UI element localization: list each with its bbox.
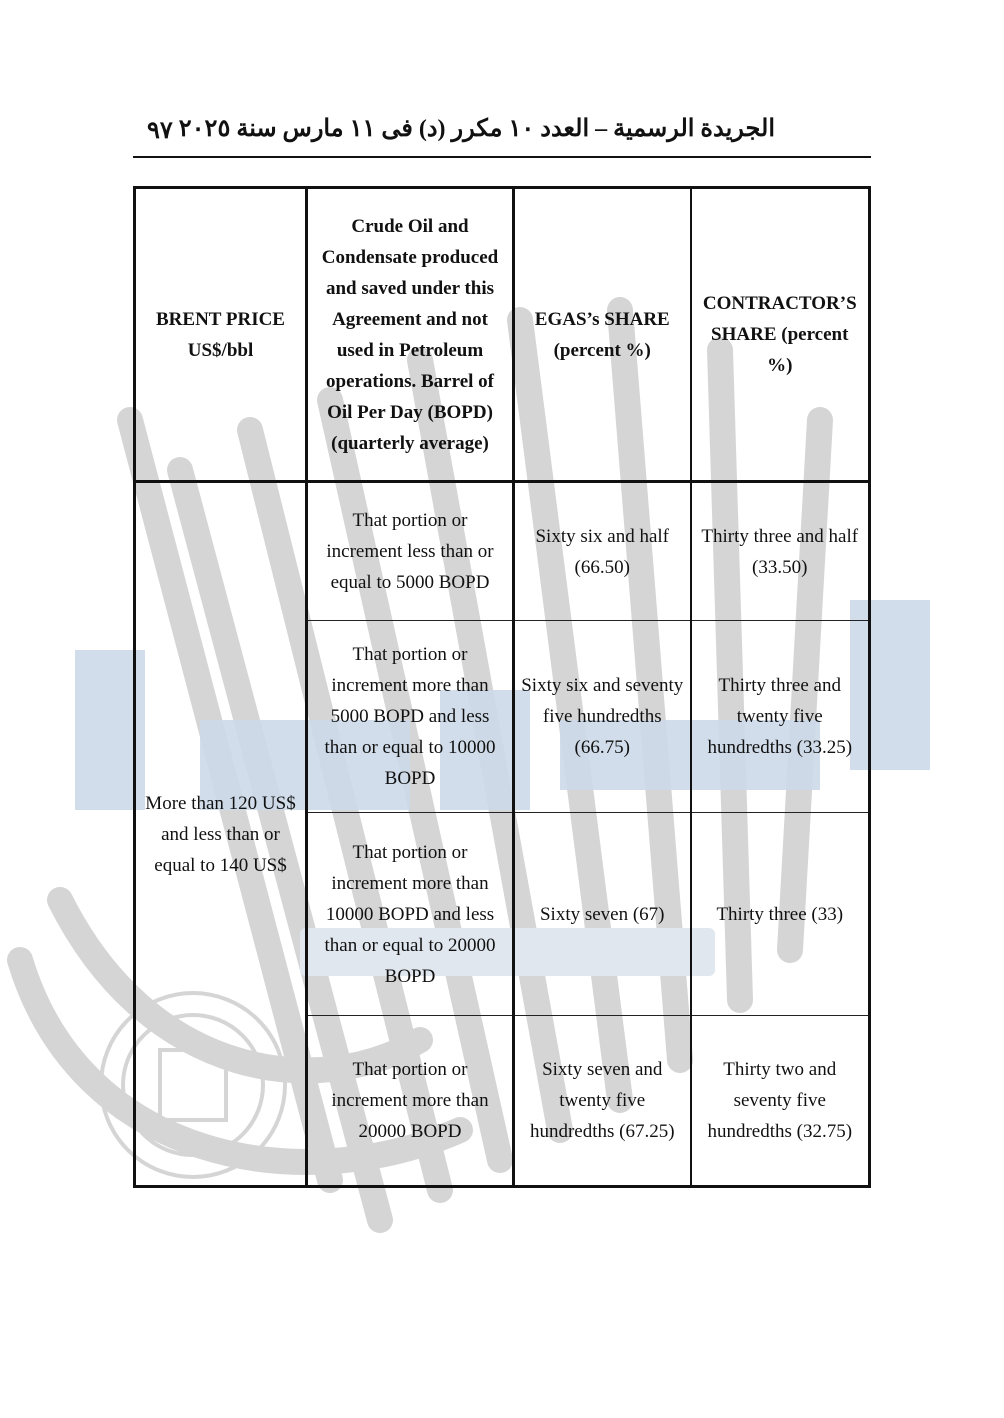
contractor-share-cell: Thirty two and seventy five hundredths (32.75) — [691, 1016, 870, 1187]
egas-share-cell: Sixty seven and twenty five hundredths (67.25) — [514, 1016, 691, 1187]
profit-sharing-table — [133, 186, 871, 1188]
page-number: ٩٧ — [147, 118, 173, 144]
header-crude-oil: Crude Oil and Condensate produced and saved under this Agreement and not used in Petroleum operations. Barrel of Oil Per Day (BOPD) (quarterly average) — [307, 188, 514, 482]
header-brent-price: BRENT PRICE US$/bbl — [135, 188, 307, 482]
contractor-share-cell: Thirty three (33) — [691, 813, 870, 1016]
profit-sharing-table-wrapper — [133, 186, 868, 1188]
header-contractor-share: CONTRACTOR’S SHARE (percent %) — [691, 188, 870, 482]
table-header-row — [135, 188, 870, 482]
contractor-share-cell: Thirty three and twenty five hundredths (33.25) — [691, 621, 870, 813]
gazette-title: الجريدة الرسمية – العدد ١٠ مكرر (د) فى ١١ مارس سنة ٢٠٢٥ — [178, 116, 775, 142]
portion-cell: That portion or increment more than 20000 BOPD — [307, 1016, 514, 1187]
contractor-share-cell: Thirty three and half (33.50) — [691, 482, 870, 621]
page-header — [133, 108, 871, 158]
egas-share-cell: Sixty seven (67) — [514, 813, 691, 1016]
brent-range-cell: More than 120 US$ and less than or equal to 140 US$ — [135, 482, 307, 1187]
portion-cell: That portion or increment less than or equal to 5000 BOPD — [307, 482, 514, 621]
portion-cell: That portion or increment more than 5000 BOPD and less than or equal to 10000 BOPD — [307, 621, 514, 813]
egas-share-cell: Sixty six and half (66.50) — [514, 482, 691, 621]
egas-share-cell: Sixty six and seventy five hundredths (66.75) — [514, 621, 691, 813]
portion-cell: That portion or increment more than 10000 BOPD and less than or equal to 20000 BOPD — [307, 813, 514, 1016]
table-row — [135, 482, 870, 621]
header-egas-share: EGAS’s SHARE (percent %) — [514, 188, 691, 482]
